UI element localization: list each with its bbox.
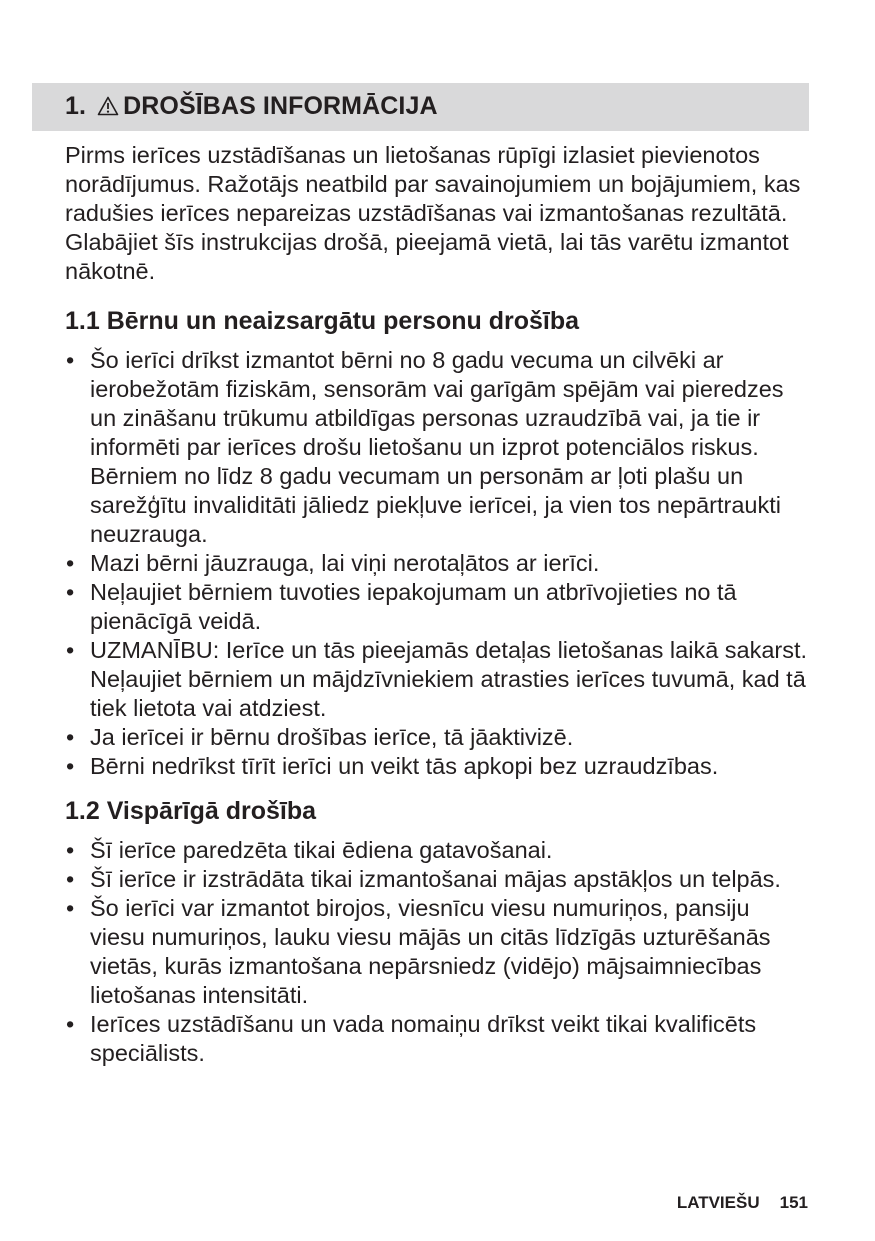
children-safety-list xyxy=(65,346,810,781)
list-item: • Ierīces uzstādīšanu un vada nomaiņu drīkst veikt tikai kvalificēts speciālists. xyxy=(65,1010,810,1068)
section-title xyxy=(65,92,438,123)
warning-triangle-icon xyxy=(97,94,119,123)
section-number: 1. xyxy=(65,91,87,120)
list-item: • Mazi bērni jāuzrauga, lai viņi nerotaļātos ar ierīci. xyxy=(65,549,810,578)
page-number: 151 xyxy=(779,1193,808,1212)
footer-language: LATVIEŠU xyxy=(676,1193,760,1212)
section-title-text: DROŠĪBAS INFORMĀCIJA xyxy=(123,91,438,120)
section-header-bar xyxy=(32,83,809,131)
list-item: • Šo ierīci var izmantot birojos, viesnīcu viesu numuriņos, pansiju viesu numuriņos, lauku viesu mājās un citās līdzīgās uzturēšanās vietās, kurās izmantošana nepārsniedz (vidējo) mājsaimniecības lietošanas intensitāti. xyxy=(65,894,810,1010)
list-item: • Bērni nedrīkst tīrīt ierīci un veikt tās apkopi bez uzraudzības. xyxy=(65,752,810,781)
general-safety-list xyxy=(65,836,810,1068)
list-item: • Šī ierīce ir izstrādāta tikai izmantošanai mājas apstākļos un telpās. xyxy=(65,865,810,894)
list-item: • UZMANĪBU: Ierīce un tās pieejamās detaļas lietošanas laikā sakarst. Neļaujiet bērniem un mājdzīvniekiem atrasties ierīces tuvumā, kad tā tiek lietota vai atdziest. xyxy=(65,636,810,723)
page-footer xyxy=(677,1193,808,1213)
list-item: • Šo ierīci drīkst izmantot bērni no 8 gadu vecuma un cilvēki ar ierobežotām fiziskām, sensorām vai garīgām spējām vai pieredzes un zināšanu trūkumu atbildīgas personas uzraudzībā vai, ja tie ir informēti par ierīces drošu lietošanu un izprot potenciālos riskus. Bērniem no līdz 8 gadu vecumam un personām ar ļoti plašu un sarežģītu invaliditāti jāliedz piekļuve ierīcei, ja vien tos nepārtraukti neuzrauga. xyxy=(65,346,810,549)
list-item: • Ja ierīcei ir bērnu drošības ierīce, tā jāaktivizē. xyxy=(65,723,810,752)
list-item: • Šī ierīce paredzēta tikai ēdiena gatavošanai. xyxy=(65,836,810,865)
list-item: • Neļaujiet bērniem tuvoties iepakojumam un atbrīvojieties no tā pienācīgā veidā. xyxy=(65,578,810,636)
subsection-heading-general-safety: 1.2 Vispārīgā drošība xyxy=(65,797,317,825)
subsection-heading-children-safety: 1.1 Bērnu un neaizsargātu personu drošība xyxy=(65,307,580,335)
document-body xyxy=(65,141,810,1068)
intro-paragraph: Pirms ierīces uzstādīšanas un lietošanas rūpīgi izlasiet pievienotos norādījumus. Ražotājs neatbild par savainojumiem un bojājumiem, kas radušies ierīces nepareizas uzstādīšanas vai izmantošanas rezultātā. Glabājiet šīs instrukcijas drošā, pieejamā vietā, lai tās varētu izmantot nākotnē. xyxy=(65,142,801,284)
